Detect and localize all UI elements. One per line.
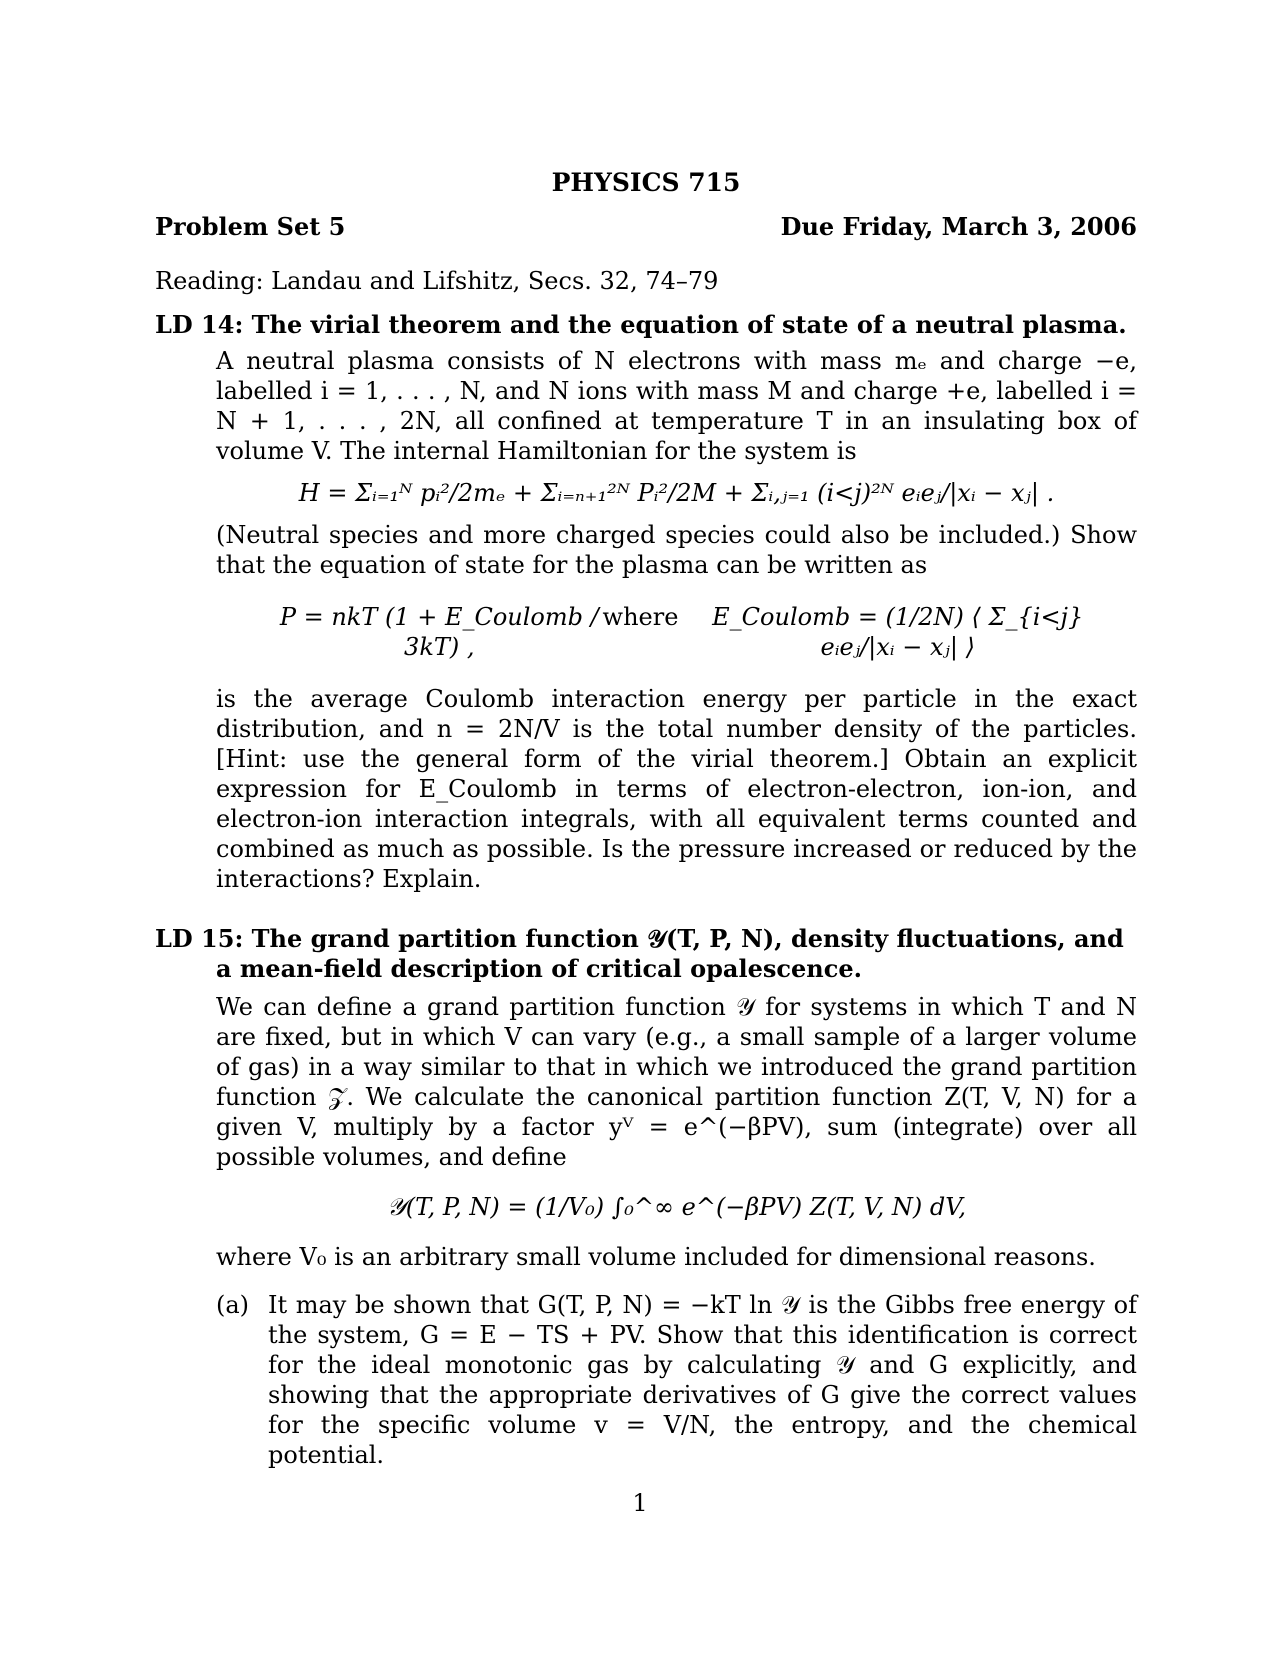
ld14-show-text: (Neutral species and more charged species could also be included.) Show that the equation of state for the plasma can be written as	[216, 521, 1137, 579]
header-row	[155, 212, 1137, 242]
ld15-title: LD 15: The grand partition function 𝒴(T, P, N), density fluctuations, and a mean-field description of critical opalescence.	[155, 924, 1124, 983]
problem-set-label: Problem Set 5	[155, 212, 346, 241]
ld15-intro: We can define a grand partition function 𝒴 for systems in which T and N are fixed, but in which V can vary (e.g., a small sample of a larger volume of gas) in a way similar to that in which we introduced the grand partition function 𝒵. We calculate the canonical partition function Z(T, V, N) for a given V, multiply by a factor yⱽ = e^(−βPV), sum (integrate) over all possible volumes, and define	[216, 993, 1137, 1171]
document-page	[155, 168, 1137, 1470]
hamiltonian-equation	[216, 478, 1137, 508]
reading-assignment: Reading: Landau and Lifshitz, Secs. 32, 74–79	[155, 267, 719, 295]
eos-right: E_Coulomb = (1/2N) ⟨ Σ_{i<j} eᵢeⱼ/|xᵢ − xⱼ| ⟩	[712, 603, 1084, 661]
grand-partition-equation	[216, 1192, 1137, 1222]
ld14-explanation: is the average Coulomb interaction energy per particle in the exact distribution, and n = 2N/V is the total number density of the particles. [Hint: use the general form of the virial theorem.] Obtain an explicit expression for E_Coulomb in terms of electron-electron, ion-ion, and electron-ion interaction integrals, with all equivalent terms counted and combined as much as possible. Is the pressure increased or reduced by the interactions? Explain.	[216, 685, 1137, 893]
page-number: 1	[632, 1489, 648, 1517]
ld15-v0-note: where V₀ is an arbitrary small volume included for dimensional reasons.	[216, 1243, 1096, 1271]
grand-partition-equation-text: 𝒴(T, P, N) = (1/V₀) ∫₀^∞ e^(−βPV) Z(T, V, N) dV,	[386, 1193, 967, 1221]
problem-ld14	[155, 310, 1137, 894]
item-a-text: It may be shown that G(T, P, N) = −kT ln 𝒴 is the Gibbs free energy of the system, G = E − TS + PV. Show that this identification is correct for the ideal monotonic gas by calculating 𝒴 and G explicitly, and showing that the appropriate derivatives of G give the correct values for the specific volume v = V/N, the entropy, and the chemical potential.	[268, 1291, 1137, 1469]
hamiltonian-equation-text: H = Σᵢ₌₁ᴺ pᵢ²/2mₑ + Σᵢ₌ₙ₊₁²ᴺ Pᵢ²/2M + Σᵢ,ⱼ₌₁ (i<j)²ᴺ eᵢeⱼ/|xᵢ − xⱼ| .	[298, 479, 1055, 507]
due-date: Due Friday, March 3, 2006	[780, 212, 1137, 241]
equation-of-state	[216, 602, 1137, 662]
course-title: PHYSICS 715	[551, 168, 741, 197]
ld14-title: LD 14: The virial theorem and the equation of state of a neutral plasma.	[155, 310, 1127, 339]
eos-left: P = nkT (1 + E_Coulomb / 3kT) ,	[279, 603, 599, 661]
eos-where: where	[602, 603, 679, 631]
item-a	[216, 1290, 1137, 1470]
ld14-intro: A neutral plasma consists of N electrons with mass mₑ and charge −e, labelled i = 1, . . . , N, and N ions with mass M and charge +e, labelled i = N + 1, . . . , 2N, all confined at temperature T in an insulating box of volume V. The internal Hamiltonian for the system is	[216, 347, 1137, 465]
item-a-label: (a)	[216, 1291, 250, 1319]
problem-ld15	[155, 924, 1137, 1470]
